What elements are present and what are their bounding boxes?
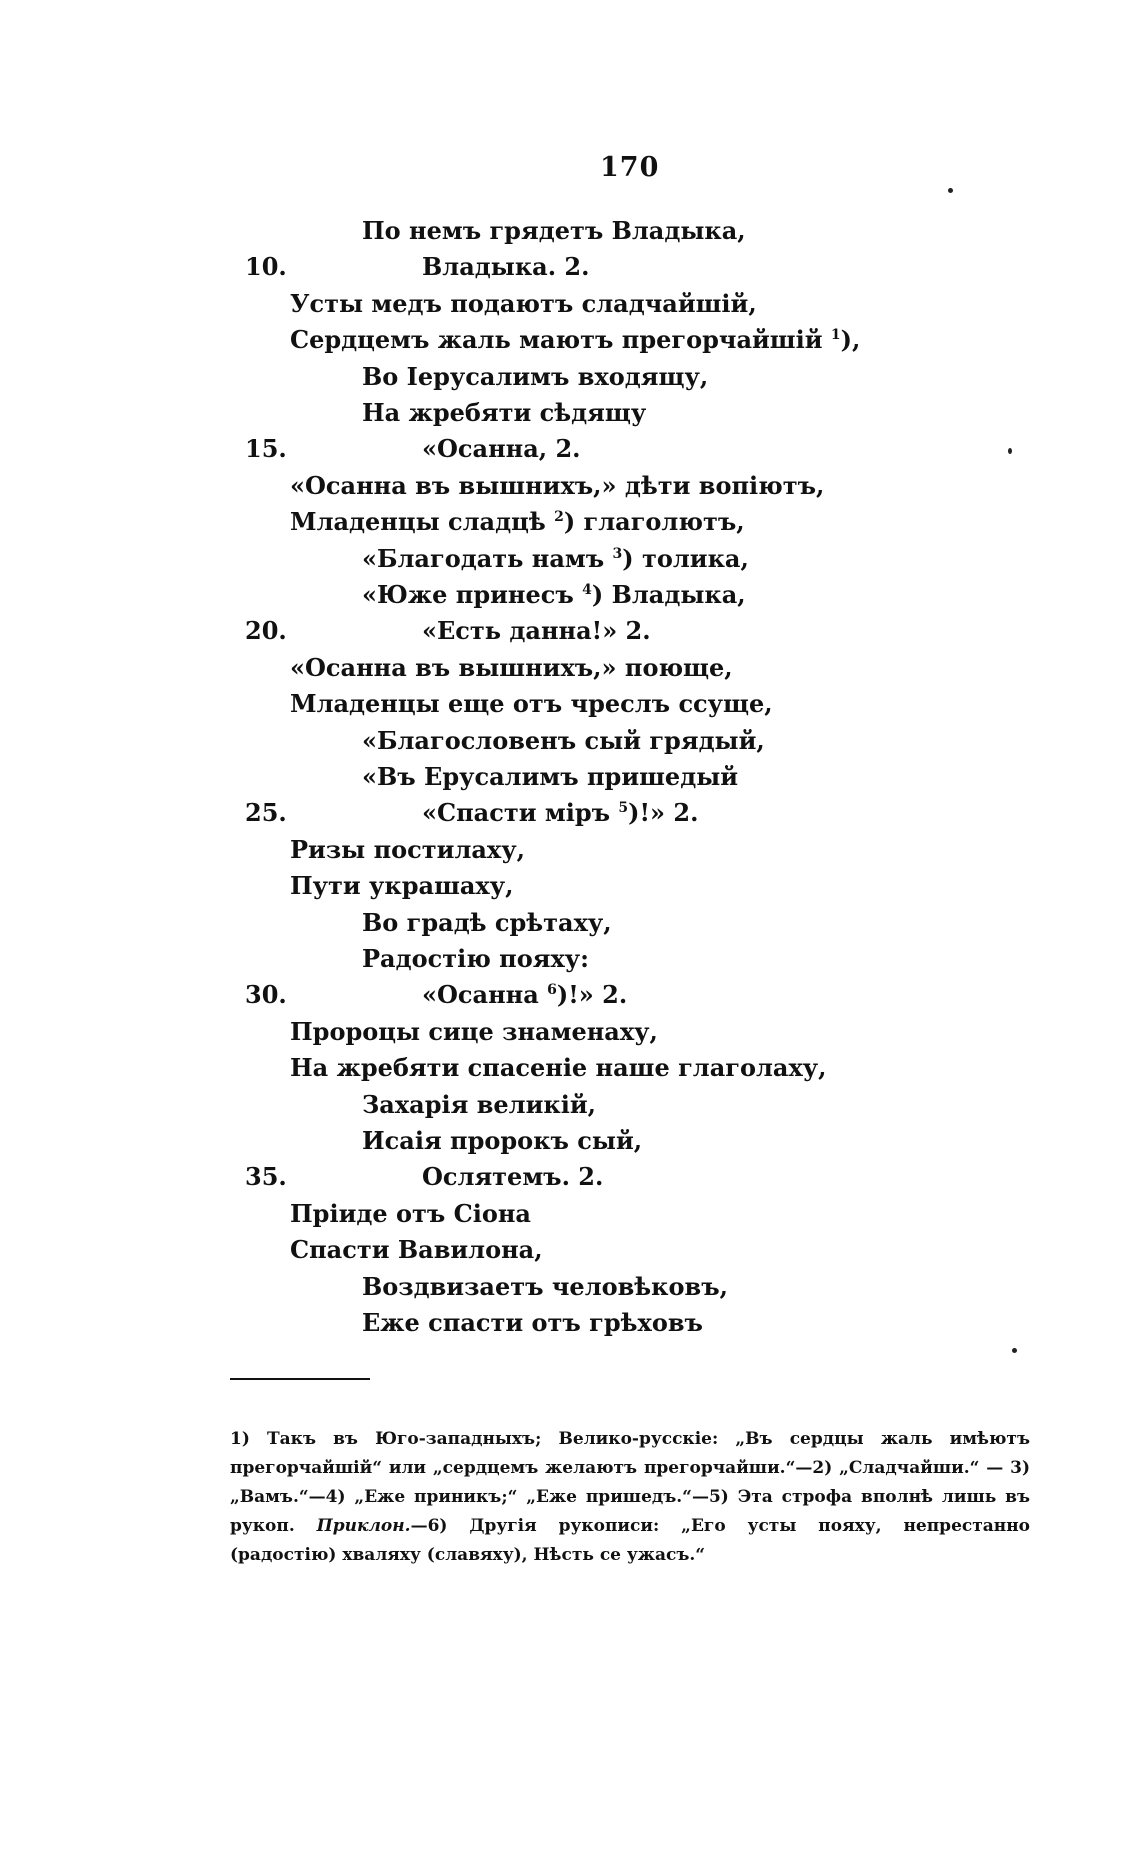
poem-line: [0, 795, 1140, 831]
line-text-main: Сердцемъ жаль маютъ прегорчайшій: [290, 325, 823, 355]
line-text-main: На жребяти спасеніе наше глаголаху,: [290, 1053, 827, 1083]
line-text: [290, 504, 745, 540]
poem-line: [0, 1232, 1140, 1268]
scan-speck: [948, 188, 953, 193]
line-number: 20.: [245, 616, 287, 646]
line-text: [362, 1305, 703, 1341]
poem-line: [0, 541, 1140, 577]
line-text-main: Еже спасти отъ грѣховъ: [362, 1308, 703, 1337]
poem-line: [0, 759, 1140, 795]
line-number: 35.: [245, 1162, 287, 1192]
poem-line: [0, 868, 1140, 904]
line-text-main: Ослятемъ. 2.: [422, 1162, 604, 1192]
poem-line: [0, 1269, 1140, 1305]
poem-line: [0, 1087, 1140, 1123]
line-text: [362, 723, 765, 759]
footnote-ref: 4: [582, 582, 592, 598]
line-text-main: «Юже принесъ: [362, 580, 574, 609]
line-text-main: Усты медъ подаютъ сладчайшій,: [290, 288, 757, 318]
line-text: [422, 613, 651, 649]
line-text: [362, 905, 612, 941]
line-text-main: Ризы постилаху,: [290, 834, 525, 864]
line-text: [290, 1050, 826, 1086]
poem-line: [0, 577, 1140, 613]
line-text: [362, 359, 708, 395]
line-text-main: Спасти Вавилона,: [290, 1235, 543, 1265]
line-text-main: Во градѣ срѣтаху,: [362, 907, 612, 937]
line-text: [290, 1014, 658, 1050]
line-text: [290, 650, 733, 686]
poem-line: [0, 905, 1140, 941]
line-text-main: «Благословенъ сый грядый,: [362, 725, 765, 755]
poem-line: [0, 1196, 1140, 1232]
footnote-text-part3: —6) Другія рукописи: „Его усты пояху, непрестанно (радостію) хваляху (славяху), Нѣсть се ужасъ.“: [230, 1516, 1031, 1565]
footnote-source-italic: Приклон.: [316, 1516, 411, 1536]
scan-speck: [1008, 448, 1012, 454]
poem-line: [0, 1123, 1140, 1159]
line-text-main: «Осанна, 2.: [422, 434, 581, 464]
poem-line: [0, 1050, 1140, 1086]
line-text-main: Пророцы сице знаменаху,: [290, 1016, 658, 1046]
line-number: 10.: [245, 252, 287, 282]
line-text: [362, 541, 749, 577]
line-text-main: Пріиде отъ Сіона: [290, 1198, 531, 1228]
poem-line: [0, 1159, 1140, 1195]
poem-line: [0, 723, 1140, 759]
line-text-main: «Осанна: [422, 980, 539, 1010]
poem-line: [0, 395, 1140, 431]
poem-line: [0, 286, 1140, 322]
line-text-main: «Есть данна!» 2.: [422, 616, 651, 646]
line-text-main: «Спасти міръ: [422, 798, 611, 828]
line-text-tail: ) глаголютъ,: [563, 507, 745, 537]
line-text-main: Захарія великій,: [362, 1089, 596, 1119]
line-text: [362, 395, 646, 431]
line-text-main: Владыка. 2.: [422, 252, 590, 282]
footnote-ref: 5: [618, 800, 629, 817]
line-text-tail: ),: [840, 325, 861, 355]
line-text: [290, 686, 773, 722]
line-text-main: На жребяти сѣдящу: [362, 398, 647, 427]
line-text: [362, 213, 746, 249]
line-text: [290, 286, 757, 322]
footnote-text: [230, 1425, 1030, 1570]
line-text: [422, 431, 581, 467]
line-text: [422, 249, 589, 285]
poem-line: [0, 613, 1140, 649]
line-text-main: Младенцы сладцѣ: [290, 507, 546, 537]
line-text: [290, 322, 860, 358]
poem-line: [0, 322, 1140, 358]
line-text-tail: )!» 2.: [628, 798, 699, 828]
poem-line: [0, 832, 1140, 868]
line-text-main: Исаія пророкъ сый,: [362, 1126, 643, 1155]
line-text-main: Младенцы еще отъ чреслъ ссуще,: [290, 689, 773, 719]
footnote-ref: 1: [830, 327, 841, 344]
line-text: [422, 1159, 603, 1195]
line-text-main: Во Іерусалимъ входящу,: [362, 361, 709, 391]
line-text-main: «Осанна въ вышнихъ,» поюще,: [290, 652, 733, 682]
page-number: 170: [600, 152, 660, 183]
line-text: [422, 977, 627, 1013]
line-text: [422, 795, 698, 831]
line-text-tail: ) толика,: [622, 543, 749, 573]
line-text: [362, 1123, 642, 1159]
poem-line: [0, 1305, 1140, 1341]
line-text-main: Пути украшаху,: [290, 871, 514, 901]
poem-line: [0, 359, 1140, 395]
poem-line: [0, 213, 1140, 249]
poem-line: [0, 468, 1140, 504]
line-text-main: «Осанна въ вышнихъ,» дѣти вопіютъ,: [290, 470, 825, 500]
footnote-text-part1: 1) Такъ въ Юго-западныхъ; Велико-русскіе: „Въ сердцы жаль имѣютъ прегорчайшій“ или „сердцемъ желаютъ прегорчайши.“—2) „Сладчайши.“ — 3) „Вамъ.“—4) „Еже приникъ;“ „Еже пришедъ.“—5) Эта строфа вполнѣ лишь въ рукоп.: [230, 1429, 1030, 1536]
line-number: 25.: [245, 798, 287, 828]
line-text-tail: )!» 2.: [556, 980, 628, 1010]
line-text: [362, 1087, 596, 1123]
line-text: [290, 832, 525, 868]
poem-line: [0, 941, 1140, 977]
line-text: [290, 468, 824, 504]
line-text: [290, 1196, 531, 1232]
line-text: [362, 941, 589, 977]
footnote-ref: 6: [547, 982, 557, 999]
footnotes: [230, 1425, 1030, 1570]
line-number: 30.: [245, 980, 287, 1010]
line-text-main: «Въ Ерусалимъ пришедый: [362, 762, 739, 791]
line-text: [362, 759, 738, 795]
line-text: [362, 577, 746, 613]
poem-line: [0, 504, 1140, 540]
poem-line: [0, 650, 1140, 686]
line-text: [290, 1232, 543, 1268]
line-text-main: Воздвизаетъ человѣковъ,: [362, 1271, 728, 1301]
line-text-main: «Благодать намъ: [362, 543, 605, 573]
scan-speck: [1012, 1348, 1017, 1353]
line-text-main: Радостію пояху:: [362, 944, 590, 973]
line-text: [362, 1269, 728, 1305]
line-text: [290, 868, 513, 904]
line-number: 15.: [245, 434, 287, 464]
footnote-ref: 3: [612, 545, 623, 562]
footnote-ref: 2: [554, 509, 564, 526]
poem-line: [0, 686, 1140, 722]
footnote-divider: [230, 1378, 370, 1380]
poem-line: [0, 249, 1140, 285]
line-text-tail: ) Владыка,: [591, 580, 746, 609]
poem-line: [0, 431, 1140, 467]
line-text-main: По немъ грядетъ Владыка,: [362, 216, 746, 245]
poem-line: [0, 977, 1140, 1013]
poem-line: [0, 1014, 1140, 1050]
